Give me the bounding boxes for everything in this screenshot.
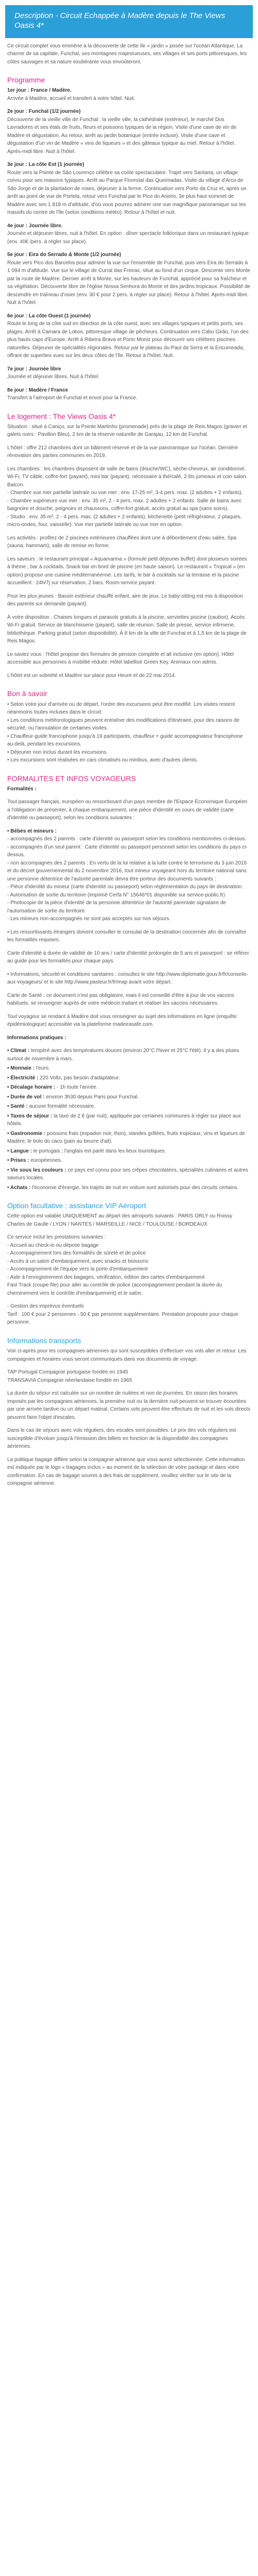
list-item-value: l'économie d'énergie, les trajets de nuit en voiture sont autorisés pour des circuits certains. bbox=[30, 1184, 239, 1191]
list-item bbox=[7, 1064, 251, 1073]
minors-label: • Bébés et mineurs : bbox=[7, 828, 57, 834]
rooms-ocean: - Chambre vue mer partielle latérale ou vue mer : env. 17-25 m², 3-4 pers. max. (2 adultes + 2 enfants). bbox=[7, 490, 243, 496]
list-item-key: • Monnaie : bbox=[7, 1065, 35, 1072]
day-text: Journée et déjeuner libres. Nuit à l'hôtel. bbox=[7, 374, 100, 380]
hotel-situation: Situation : situé à Caniço, sur la Pointe Martinho (promenade) près de la plage de Reis Magos (gravier et galets noirs : Pavillon Bleu), 2 km de la réserve naturelle de Garajau, 12 km de Funchal. bbox=[7, 423, 247, 438]
list-item-key: • Vie sous les couleurs : bbox=[7, 1167, 67, 1173]
list-item-value: poissons frais (espadon noir, thon), viandes grillées, fruits tropicaux, vins et liqueurs de Madère, le bolo do caco (pain au beurre d'ail). bbox=[7, 1130, 245, 1145]
hotel-services: Les saveurs : le restaurant principal « Aquamarina » (formule petit déjeuner buffet) dont plusieurs soirées à thème ; bar à cocktails. Snack-bar en bord de piscine (en haute saison). Le restaurant « Tropical » (en option) propose une cuisine méditerranéenne. Les tarifs, le bar à cocktails sur la terrasse et la piscine accueillent : 24h/7j sur réservation, 2 bars. Room-service payant. bbox=[7, 556, 247, 586]
bon-savoir-text bbox=[7, 701, 251, 765]
option-text2: Ce service inclut les prestations suivantes : - Accueil au check-in ou dépose bagage - Accompagnement lors des formalités de sûreté et de police - Accès à un salon d'embarquement, avec snacks et boissons - Accompagnement de l'équipe vers la porte d'embarquement - Aide à l'enregistrement des bagages, vérification, édition des cartes d'embarquement Fast Track (coupe-file) pour aller au contrôle de police (accompagnement pendant la durée du cheminement vers le contrôle d'embarquement) et le salon. bbox=[7, 1234, 222, 1296]
day-text: Route vers Pico dos Barcelos pour admirer la vue sur l'ensemble de Funchal, puis vers Eira do Serrado à 1 094 m d'altitude. Vue sur le village de Curral das Freiras, situé au fond d'un cirque. Descente vers Monte par la route de Madère. Dernier arrêt à Monte, sur les hauteurs de Funchal, apprécié pour sa fraîcheur et sa végétation. Découverte libre de l'église Nossa Senhora do Monte et des jardins tropicaux. Possibilité de descendre en traîneau d'osier (env. 30 € pour 2 pers. à régler sur place). Retour à l'hôtel. Après-midi libre. Nuit à l'hôtel. bbox=[7, 260, 251, 306]
airline-transavia: TRANSAVIA Compagnie néerlandaise fondée en 1965 bbox=[7, 1377, 132, 1383]
option-text1: Cette option est valable UNIQUEMENT au départ des aéroports suivants : PARIS ORLY ou Roissy Charles de Gaulle / LYON / NANTES / MARSEILLE / NICE / TOULOUSE / BORDEAUX bbox=[7, 1213, 233, 1227]
list-item-value: 220 Volts, pas besoin d'adaptateur. bbox=[38, 1075, 120, 1081]
hotel-amenities: À votre disposition : Chaises longues et parasols gratuits à la piscine, serviettes piscine (caution). Accès Wi-Fi gratuit. Service de blanchisserie (payant), salle de réunion. Salle de presse, service infirmerie, bibliothèque. Parking gratuit (selon disponibilité). À 8 km de la ville de Funchal et à 1,5 km de la plage de Reis Magos. bbox=[7, 614, 247, 645]
formalites-nationality: • Les ressortissants étrangers doivent consulter le consulat de la destination concernée afin de connaître les formalités requises. bbox=[7, 929, 247, 943]
list-item-key: • Langue : bbox=[7, 1148, 32, 1154]
day-item bbox=[7, 161, 251, 217]
day-title: 5e jour : Eira do Serrado & Monte (1/2 journée) bbox=[7, 252, 121, 258]
hotel-heading: Le logement : The Views Oasis 4* bbox=[7, 412, 116, 420]
formalites-text1: Tout passager français, européen ou ressortissant d'un pays membre de l'Espace Économique Européen a l'obligation de présenter, à chaque embarquement, une pièce d'identité en cours de validité (carte d'identité ou passeport), selon les conditions suivantes : bbox=[7, 799, 248, 821]
day-item bbox=[7, 251, 251, 307]
transports-text2: La durée du séjour est calculée sur un nombre de nuitées et non de journées. En raison des horaires imposés par les compagnies aériennes, la première nuit ou la dernière nuit peuvent se trouver écourtées par une arrivée tardive ou un départ matinal. Certains vols peuvent être effectués de nuit et les vols directs peuvent faire l'objet d'escales. bbox=[7, 1391, 251, 1420]
list-item-value: européennes. bbox=[29, 1158, 62, 1164]
list-item bbox=[7, 1083, 251, 1092]
list-item-value: environ 3h30 depuis Paris pour Funchal. bbox=[44, 1094, 139, 1100]
list-item bbox=[7, 1147, 251, 1156]
day-item bbox=[7, 365, 251, 381]
programme-heading: Programme bbox=[7, 76, 45, 84]
transports-text4: La politique bagage diffère selon la compagnie aérienne que vous aurez sélectionnée. Cette information est indiquée par le logo « bagages inclus » au moment de la sélection de votre package et dans votre confirmation. En cas de bagage soumis à des frais de supplément, veuillez vérifier sur le site de la compagnie aérienne. bbox=[7, 1456, 245, 1487]
list-item-key: • Électricité : bbox=[7, 1075, 39, 1081]
bon-savoir-5: • Les excursions sont réalisées en cars climatisés ou minibus, avec d'autres clients. bbox=[7, 757, 198, 764]
list-item-value: - 1h toute l'année. bbox=[55, 1084, 98, 1091]
programme-list bbox=[7, 87, 251, 402]
formalites-sub: Formalités : bbox=[7, 786, 37, 792]
list-item bbox=[7, 1184, 251, 1192]
intro-text: Ce circuit complet vous emmène à la découverte de cette île « jardin » posée sur l'océan Atlantique. La charme de sa capitale, Funchal, ses montagnes majestueuses, ses villages et ses ports pittoresques, les côtes sauvages et sa nature exubérante vous envoûteront. bbox=[7, 43, 247, 65]
list-item bbox=[7, 1074, 251, 1082]
day-text: Découverte de la vieille ville de Funchal : la vieille ville, la cathédrale (extérieur), le marché Dos Lavradores et ses étals de fruits, fleurs et poissons typiques de la région. Visite d'une cave de vin de Madère et dégustation. Au retour, arrêt au jardin botanique (entrée incluse). Visite d'une cave et dégustation d'un vin de Madère « vins de liqueurs » et des gâteaux typique au miel. Retour à l'hôtel. Après-midi libre. Nuit à l'hôtel. bbox=[7, 116, 237, 155]
list-item-value: le portugais ; l'anglais est parlé dans les lieux touristiques. bbox=[31, 1148, 166, 1154]
list-item-key: • Durée de vol : bbox=[7, 1094, 45, 1100]
transports-airlines bbox=[7, 1368, 251, 1384]
bon-savoir-heading: Bon à savoir bbox=[7, 689, 47, 698]
transports-heading: Informations transports bbox=[7, 1336, 82, 1345]
hotel-good-to-know: Le saviez vous : l'hôtel propose des formules de pension complète et all inclusive (en option). Hôtel accessible aux personnes à mobilité réduite. Hôtel labellisé Green Key. Animaux non admis. bbox=[7, 651, 234, 666]
day-item bbox=[7, 87, 251, 103]
transports-text3: Dans le cas de séjours avec vols réguliers, des escales sont possibles. Le prix des vols réguliers est susceptible d'évoluer jusqu'à l'émission des billets en fonction de la disponibilité des compagnies aériennes. bbox=[7, 1428, 236, 1450]
day-title: 1er jour : France / Madère. bbox=[7, 88, 72, 94]
rooms-studio: - Studio : env. 35 m², 2 - 4 pers. max. (2 adultes + 2 enfants), kitchenette (petit réfrigérateur, 2 plaques, micro-ondes, four, vaisselle). Vue mer partielle latérale ou vue mer en option. bbox=[7, 514, 242, 528]
bon-savoir-2: • Les conditions météorologiques peuvent entraîner des modifications d'itinéraire, pour des raisons de sécurité, ou l'annulation de certaines visites. bbox=[7, 717, 240, 732]
list-item-key: • Gastronomie : bbox=[7, 1130, 46, 1137]
airline-tap: TAP Portugal Compagnie portugaise fondée en 1945 bbox=[7, 1369, 128, 1376]
formalites-heading: FORMALITES ET INFOS VOYAGEURS bbox=[7, 774, 136, 783]
list-item-key: • Santé : bbox=[7, 1104, 28, 1110]
list-item bbox=[7, 1093, 251, 1101]
list-item bbox=[7, 1112, 251, 1128]
day-item bbox=[7, 312, 251, 360]
day-text: Journée et déjeuner libres, nuit à l'hôtel. En option : dîner spectacle folklorique dans un restaurant typique (env. 40€ /pers. à régler sur place). bbox=[7, 231, 249, 245]
list-item-value: ce pays est connu pour ses crêpes chocolatées, spécialités culinaires et autres saveurs locales. bbox=[7, 1167, 248, 1181]
page-banner bbox=[5, 5, 253, 38]
minors-text: - accompagnés des 2 parents : carte d'identité ou passeport selon les conditions mentionnées ci-dessus. - accompagnés d'un seul parent : Carte d'identité ou passeport personnel selon les conditions du pays ci-dessus. - non accompagnés des 2 parents : En vertu de la loi relative à la lutte contre le terrorisme du 3 juin 2016 et du décret gouvernemental du 2 novembre 2016, tout mineur voyageant hors du territoire national sans une personne détentrice de l'autorité parentale devra être porteur des documents suivants : - Pièce d'identité du mineur (carte d'identité ou passeport) selon réglementation du pays de destination. - Autorisation de sortie du territoire (imprimé Cerfa N° 15646*01 disponible sur service-public.fr) - Photocopie de la pièce d'identité de la personne détentrice de l'autorité parentale signataire de l'autorisation de sortie du territoire - Les mineurs non-accompagnés ne sont pas acceptés sur nos séjours. bbox=[7, 836, 248, 922]
list-item-value: l'euro. bbox=[34, 1065, 50, 1072]
list-item-key: • Taxes de séjour : bbox=[7, 1113, 53, 1119]
list-item-key: • Climat : bbox=[7, 1048, 29, 1054]
option-heading: Option facultative : assistance VIP Aéroport bbox=[7, 1201, 147, 1210]
list-item bbox=[7, 1047, 251, 1063]
list-item-value: la taxe de 2 € (par nuit), appliquée par certaines communes à régler sur place aux hôtels. bbox=[7, 1113, 241, 1127]
rooms-intro: Les chambres : les chambres disposent de salle de bains (douche/WC), sèche-cheveux, air conditionné, Wi-Fi, TV câble, coffre-fort (payant), mini bar (payant), nécessaire à thé/café, 2 lits jumeaux et coin salon. Balcon. bbox=[7, 466, 248, 488]
list-item bbox=[7, 1130, 251, 1146]
hotel-extra: L'hôtel est un sobriété et Madère sur place pour Heure et de 22 mai 2014. bbox=[7, 672, 176, 679]
list-item bbox=[7, 1166, 251, 1182]
day-item bbox=[7, 222, 251, 246]
infos-pratiques-list bbox=[7, 1047, 251, 1192]
formalites-health: • Informations, sécurité et conditions sanitaires : consultez le site http://www.diplomatie.gouv.fr/fr/conseils-aux-voyageurs/ et le site http://www.pasteur.fr/fr/map avant votre départ. bbox=[7, 971, 248, 986]
formalites-info: Carte de Santé : ce document n'est pas obligatoire, mais il est conseillé d'être à jour de vos vaccins habituels, se renseigner auprès de votre médecin traitant et réaliser les vaccins nécessaires. bbox=[7, 992, 234, 1007]
day-title: 2e jour : Funchal (1/2 journée) bbox=[7, 109, 81, 115]
hotel-activities: Les activités : profitez de 2 piscines extérieures chauffées dont une à débordement d'eau salée, Spa (sauna, hammam), salle de remise en forme. bbox=[7, 535, 237, 549]
hotel-children: Pour les plus jeunes : Bassin extérieur chauffé enfant, aire de jeux. Le baby-sitting est mis à disposition des parents sur demande (payant). bbox=[7, 593, 243, 607]
day-title: 8e jour : Madère / France bbox=[7, 387, 68, 393]
day-title: 3e jour : La côte Est (1 journée) bbox=[7, 162, 84, 168]
bon-savoir-4: • Déjeuner non inclus durant les excursions. bbox=[7, 749, 108, 755]
formalites-minors bbox=[7, 827, 251, 923]
day-title: 6e jour : La côte Ouest (1 journée) bbox=[7, 313, 91, 319]
formalites-schengen: Carte d'identité à durée de validité de 10 ans / carte d'identité prolongée de 5 ans et passeport : se référer au guide pour les formalités pour chaque pays. bbox=[7, 950, 249, 964]
day-title: 4e jour : Journée libre. bbox=[7, 223, 63, 229]
transports-text1: Voir ci-après pour les compagnies aériennes qui sont susceptibles d'effectuer vos vols aller et retour. Les compagnies et horaires vous seront communiqués dans vos documents de voyage. bbox=[7, 1348, 247, 1362]
day-title: 7e jour : Journée libre bbox=[7, 366, 61, 372]
formalites-guide: Tout voyageur se rendant à Madère doit vous renseigner au sujet des informations en ligne (enquête épidémiologique) accessible via la plateforme madeirasafe.com. bbox=[7, 1013, 237, 1028]
main-content bbox=[0, 42, 258, 1509]
list-item-key: • Achats : bbox=[7, 1184, 31, 1191]
day-item bbox=[7, 108, 251, 156]
rooms-superior: - Chambre supérieure vue mer : env. 35 m², 2 - 4 pers. max. 2 adultes + 2 enfants. Salle de bains avec baignoire et douche, peignoirs et chaussons, coffre-fort gratuit, accès gratuit au spa (sans soins). bbox=[7, 498, 242, 512]
day-text: Arrivée à Madère, accueil et transfert à votre hôtel. Nuit. bbox=[7, 95, 135, 101]
infos-pratiques-heading: Informations pratiques : bbox=[7, 1035, 67, 1041]
page-title: Description - Circuit Echappée à Madère depuis le The Views Oasis 4* bbox=[14, 11, 225, 30]
day-text: Route vers la Pointe de São Lourenço célèbre sa coûte spectaculaire. Trajet vers Santana, un village connu pour ses maisons typiques. Arrêt au Parque Florestal das Queimadas. Visite du village d'Arco de São Jorge et de la plantation de roses, déjeuner à la ferme. Continuation vers Porto da Cruz et, après un arrêt au point de vue de Portela, retour vers Funchal par le Pico do Arieiro, 3e plus haut sommet de Madère avec ses 1 818 m d'altitude, d'où vous pourrez admirer une vue magnifique panoramique sur les massifs du centre de l'île (selon conditions météo). Retour à l'hôtel et nuit. bbox=[7, 170, 247, 216]
list-item-key: • Prises : bbox=[7, 1158, 29, 1164]
day-text: Route le long de la côte sud en direction de la côte ouest, avec ses villages typiques et petits ports, ses plages. Arrêt à Camara de Lobos, pittoresque village de pêcheurs. Continuation vers Cabo Girão, l'un des plus hauts caps d'Europe. Arrêt à Ribeira Brava et Porto Moniz pour découvrir ses célèbres piscines naturelles. Déjeuner de spécialités régionales. Retour par le plateau du Paul da Serra et la Encumeada, offrant de superbes vues sur les deux côtes de l'île. Retour à l'hôtel. Nuit. bbox=[7, 321, 249, 359]
list-item-key: • Décalage horaire : bbox=[7, 1084, 55, 1091]
list-item bbox=[7, 1103, 251, 1111]
option-text3: - Gestion des imprévus éventuels Tarif : 100 € pour 2 personnes - 50 € par personne supplémentaire. Prestation proposée pour chaque personne. bbox=[7, 1303, 238, 1326]
list-item bbox=[7, 1157, 251, 1165]
list-item-value: aucune formalité nécessaire. bbox=[27, 1104, 95, 1110]
hotel-desc: L'hôtel : offre 212 chambres dont un bâtiment réservé et de la vue panoramique sur l'océan. Dernière rénovation des parties communes en 2019. bbox=[7, 445, 238, 459]
hotel-rooms bbox=[7, 465, 251, 529]
bon-savoir-1: • Selon votre jour d'arrivée ou de départ, l'ordre des excursions peut être modifié. Les visites restent néanmoins toutes incluses dans le circuit. bbox=[7, 701, 235, 716]
day-text: Transfert à l'aéroport de Funchal et envol pour la France. bbox=[7, 395, 138, 401]
day-item bbox=[7, 386, 251, 402]
bon-savoir-3: • Chauffeur-guide francophone jusqu'à 19 participants, chauffeur + guide accompagnateur francophone au-delà, pendant les excursions. bbox=[7, 733, 243, 748]
list-item-value: tempéré avec des températures douces (environ 20°C l'hiver et 25°C l'été). Il y a des pluies surtout de novembre à mars. bbox=[7, 1048, 239, 1062]
